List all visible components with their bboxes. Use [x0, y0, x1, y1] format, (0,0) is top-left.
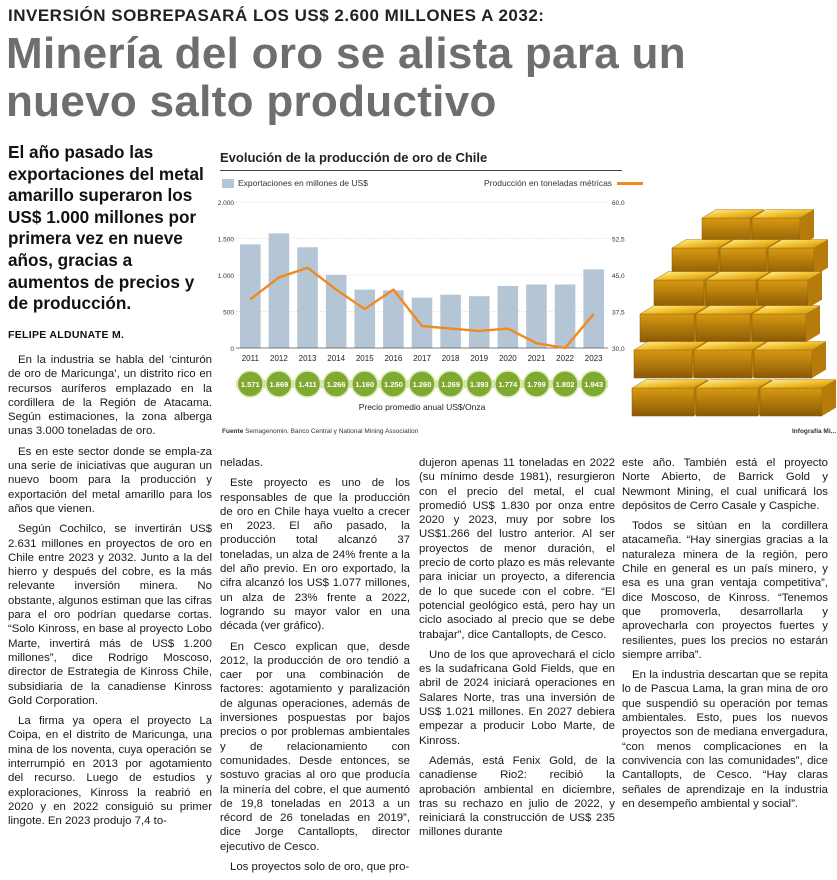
kicker: INVERSIÓN SOBREPASARÁ LOS US$ 2.600 MILLONES A 2032:: [8, 6, 545, 25]
legend-exports: [222, 178, 368, 188]
paragraph: Uno de los que aprovechará el ciclo es la sudafricana Gold Fields, que en abril de 2024 iniciará operaciones en Salares Norte, tras una inversión de US$ 1.021 millones. En 2027 debiera empezar a producir Lobo Marte, de Kinross.: [419, 648, 615, 747]
export-bar: [469, 296, 490, 348]
chart-source-label: Fuente: [222, 428, 244, 435]
paragraph: Según Cochilco, se invertirán US$ 2.631 millones en proyectos de oro en Chile entre 2023 y 2032. Junto a la del hierro y después del cobre, es la más relevante inversión minera. No obstante, algunos estiman que las cifras para el oro podrían quedarse cortas. “Solo Kinross, en base al proyecto Lobo Marte, invertirá más de US$ 1.200 millones”, dice Rodrigo Moscoso, director de Estrategia de Kinross Chile, subsidiaria de la canadiense Kinross Gold Corporation.: [8, 523, 212, 707]
year-label: 2019: [470, 354, 489, 363]
paragraph: La firma ya opera el proyecto La Coipa, en el distrito de Maricunga, una mina de los noventa, cuya operación se interrumpió en 2013 por agotamiento del recurso. Luego de estudios y exploraciones, Kinross la reabrió en 2020 y en 2022 consiguió su primer lingote. En 2023 produjo 7,4 to-: [8, 715, 212, 828]
right-tick-label: 30,0: [612, 346, 625, 353]
right-tick-label: 52,5: [612, 236, 625, 244]
paragraph: neladas.: [220, 457, 264, 469]
year-label: 2013: [298, 354, 317, 363]
left-tick-label: 500: [223, 309, 234, 317]
year-label: 2012: [270, 354, 288, 363]
paragraph: Los proyectos solo de oro, que pro-: [230, 861, 410, 874]
year-label: 2022: [556, 354, 574, 363]
price-value: 1.260: [412, 380, 432, 389]
article-column-2: [220, 456, 410, 880]
left-tick-label: 0: [230, 346, 234, 353]
article-column-1: [8, 353, 212, 835]
legend-production: [484, 178, 643, 188]
left-tick-label: 2.000: [217, 200, 234, 207]
chart-title-rule: [220, 170, 622, 171]
legend-exports-label: Exportaciones en millones de US$: [238, 178, 368, 188]
paragraph: Además, está Fenix Gold, de la canadiense Rio2: recibió la aprobación ambiental en diciembre, tras su rechazo en julio de 2022, y reiniciará la construcción de US$ 235 millones durante: [419, 754, 615, 839]
year-label: 2020: [498, 354, 517, 363]
gold-bar: [758, 272, 822, 308]
price-value: 1.802: [555, 380, 575, 389]
right-tick-label: 45,0: [612, 273, 625, 280]
price-value: 1.266: [326, 380, 346, 389]
year-label: 2023: [584, 354, 603, 363]
right-tick-label: 37,5: [612, 309, 625, 317]
export-bar: [412, 298, 433, 348]
paragraph: En Cesco explican que, desde 2012, la producción de oro tendió a caer por una combinación de factores: agotamiento y paralización de algunas operaciones, además de inversiones pospuestas por bajos precios o por problemas ambientales y de relacionamiento con comunidades. Desde entonces, se sostuvo gracias al oro que producía la minería del cobre, el que aumentó de 19,8 toneladas en 2013 a un récord de 26 toneladas en 2019”, dice Jorge Cantallopts, director ejecutivo de Cesco.: [220, 640, 410, 853]
left-tick-label: 1.000: [217, 273, 234, 280]
export-bar: [326, 275, 347, 348]
paragraph: Es en este sector donde se empla-za una serie de iniciativas que auguran un nuevo boom para la producción y exportación del metal amarillo para los años que vienen.: [8, 445, 212, 515]
price-value: 1.160: [355, 380, 375, 389]
price-value: 1.943: [584, 380, 604, 389]
paragraph: Este proyecto es uno de los responsables de que la producción de oro en Chile haya vuelto a crecer en 2023. El año pasado, la producción total alcanzó 37 toneladas, un alza de 24% frente a la del año previo. En oro exportado, la cifra alcanzó los US$ 1.077 millones, un alza de 23% frente a 2022, logrando su mayor valor en una década (ver gráfico).: [220, 477, 410, 633]
paragraph: este año. También está el proyecto Norte Abierto, de Barrick Gold y Newmont Mining, el cual unificará los depósitos de Cerro Casale y Caspiche.: [622, 457, 828, 512]
export-bar: [498, 286, 519, 348]
price-value: 1.571: [240, 380, 260, 389]
right-tick-label: 60,0: [612, 200, 625, 207]
year-label: 2018: [441, 354, 460, 363]
year-label: 2014: [327, 354, 346, 363]
price-value: 1.269: [441, 380, 461, 389]
article-column-4: [622, 456, 828, 817]
chart-plot: [217, 190, 630, 465]
paragraph: Todos se sitúan en la cordillera atacameña. “Hay sinergias gracias a la naturaleza minera de la región, pero Chile en general es un país minero, y esa es una gran ventaja competitiva”, dice Moscoso, de Kinross. “Tenemos que promoverla, desarrollarla y aprovecharla con proyectos fuertes y resilientes, pues los precios no estarán siempre arriba”.: [622, 520, 828, 661]
gold-bar: [752, 306, 820, 342]
price-value: 1.250: [383, 380, 403, 389]
year-label: 2015: [355, 354, 374, 363]
year-label: 2021: [527, 354, 546, 363]
paragraph: En la industria descartan que se repita lo de Pascua Lama, la gran mina de oro que suspendió su operación por temas ambientales. Esto, pues los nuevos proyectos son de mediana envergadura, “con menos complicaciones en la convivencia con las comunidades”, dice Cantallopts, de Cesco. “Hay claras señales de aprendizaje en la industria en desempeño ambiental y social”.: [622, 669, 828, 810]
left-tick-label: 1.500: [217, 236, 234, 244]
price-value: 1.799: [527, 380, 546, 389]
export-bar: [240, 244, 261, 348]
chart-source: [222, 428, 418, 435]
year-label: 2016: [384, 354, 403, 363]
year-label: 2017: [413, 354, 431, 363]
gold-bars: [632, 210, 836, 416]
price-value: 1.411: [298, 380, 317, 389]
price-value: 1.669: [269, 380, 289, 389]
export-bar: [583, 269, 604, 348]
gold-bar: [754, 342, 826, 378]
year-label: 2011: [241, 354, 259, 363]
lede: El año pasado las exportaciones del metal amarillo superaron los US$ 1.000 millones por primera vez en nueve años, gracias a aumentos de precios y de producción.: [8, 142, 204, 314]
article-column-3: [419, 456, 615, 846]
export-bar: [269, 233, 290, 348]
legend-exports-swatch: [222, 179, 234, 188]
headline: Minería del oro se alista para un nuevo salto productivo: [6, 29, 686, 126]
gold-bars-image: [632, 178, 832, 436]
price-value: 1.774: [498, 380, 518, 389]
chart-title: Evolución de la producción de oro de Chile: [220, 150, 488, 165]
paragraph: dujeron apenas 11 toneladas en 2022 (su mínimo desde 1981), resurgieron con el precio del metal, el cual promedió US$ 1.830 por onza entre 2020 y 2023, muy por sobre los US$1.266 del lustro anterior. Al ser proyectos de menor duración, el precio de corto plazo es más relevante para iniciar un proyecto, a diferencia de lo que sucede con el cobre. “El potencial geológico está, pero hay un ciclo asociado al precio que se debe trabajar”, dice Cantallopts, de Cesco.: [419, 457, 615, 641]
byline: FELIPE ALDUNATE M.: [8, 329, 125, 341]
legend-production-label: Producción en toneladas métricas: [484, 178, 613, 188]
gold-bar: [760, 380, 836, 416]
export-bar: [354, 290, 375, 348]
export-bar: [297, 247, 318, 348]
price-value: 1.393: [469, 380, 489, 389]
chart-source-text: Semagenomin, Banco Central y National Mining Association: [245, 428, 419, 435]
gold-bar: [768, 240, 828, 276]
paragraph: En la industria se habla del ‘cinturón de oro de Maricunga’, un distrito rico en recursos auríferos emplazado en la cordillera de la Región de Atacama. Según estimaciones, la zona alberga unas 3.000 toneladas de oro.: [8, 354, 212, 438]
export-bar: [440, 295, 461, 348]
price-axis-label: Precio promedio anual US$/Onza: [358, 402, 486, 412]
chart-credit: Infografía Mi...: [792, 428, 837, 435]
